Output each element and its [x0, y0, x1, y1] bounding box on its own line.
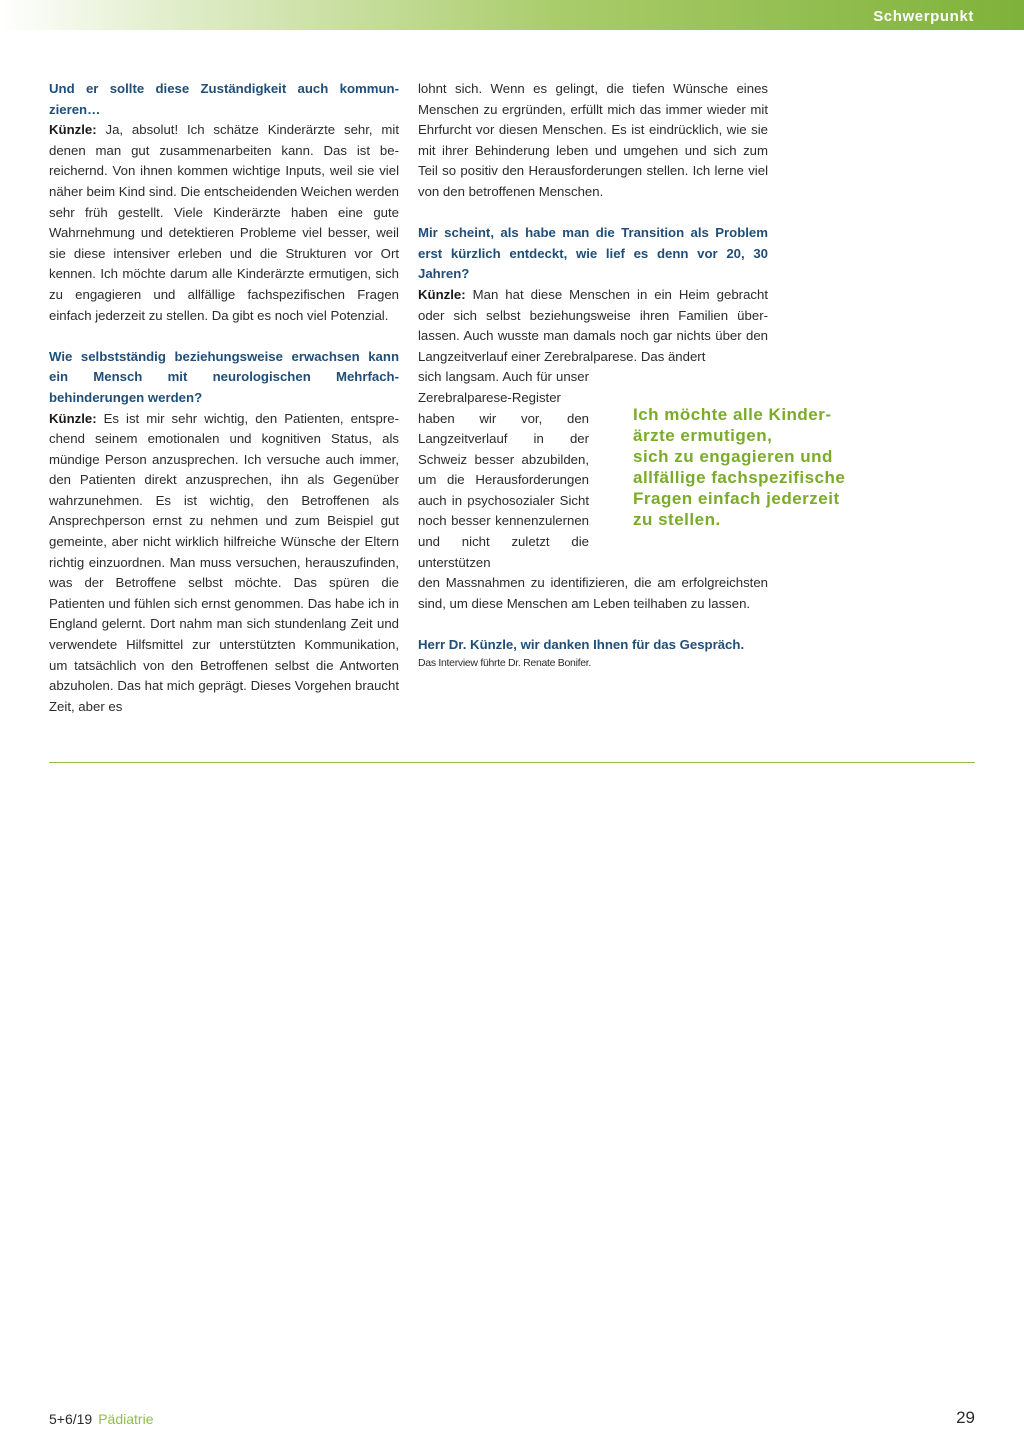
- interview-question: Mir scheint, als habe man die Transition als Problem erst kürzlich entdeckt, wie lief es denn vor 20, 30 Jahren?: [418, 225, 768, 282]
- pull-quote-line: zu stellen.: [633, 510, 721, 529]
- pull-quote-line: sich zu engagieren und: [633, 447, 833, 466]
- interview-question: Wie selbstständig beziehungsweise erwachsen kann ein Mensch mit neurologischen Mehrfachbehinderungen werden?: [49, 348, 399, 405]
- answer-text: Ja, absolut! Ich schätze Kinderärzte sehr, mit denen man gut zusammenarbeiten kann. Das ist bereichernd. Von ihnen kommen wichtige Inputs, weil sie viel näher beim Kind sind. Die entscheidenden Weichen werden sehr früh gestellt. Viele Kinderärzte haben eine gute Wahrnehmung und detektieren Probleme viel besser, weil sie diese intensiver erleben und die Strukturen vor Ort kennen. Ich möchte darum alle Kinderärzte ermutigen, sich zu engagieren und allfällige fachspezifischen Fragen einfach jederzeit zu stellen. Da gibt es noch viel Potenzial.: [49, 122, 399, 323]
- pull-quote: [633, 404, 933, 530]
- footer-issue: [49, 1411, 153, 1427]
- text-column-right: [418, 79, 768, 670]
- issue-number: 5+6/19: [49, 1411, 93, 1427]
- interview-question: Und er sollte diese Zuständigkeit auch kommunzieren…: [49, 81, 399, 117]
- closing-thanks: Herr Dr. Künzle, wir danken Ihnen für das Gespräch.: [418, 637, 745, 653]
- section-label: Schwerpunkt: [873, 8, 974, 25]
- speaker-label: Künzle:: [49, 410, 97, 426]
- speaker-label: Künzle:: [49, 122, 97, 138]
- answer-text: Man hat diese Menschen in ein Heim gebracht oder sich selbst beziehungsweise ihren Familien überlassen. Auch wusste man damals noch gar nichts über den Langzeitverlauf einer Zerebralparese. Das ändert: [418, 286, 768, 364]
- answer-text: Es ist mir sehr wichtig, den Patienten, entsprechend seinem emotionalen und kognitiven Status, als mündige Person anzusprechen. Ich versuche auch immer, den Patienten direkt anzusprechen, ihn als Gegenüber wahrzunehmen. Es ist wichtig, den Betroffenen als Ansprechperson ernst zu nehmen und zum Beispiel gut gemeinte, aber nicht wirklich hilfreiche Wünsche der Eltern richtig einzuordnen. Man muss versuchen, herauszufinden, was der Betroffene selbst möchte. Das spüren die Patienten und fühlen sich ernst genommen. Das habe ich in England gelernt. Dort nahm man sich stundenlang Zeit und verwendete Hilfsmittel zur unterstützten Kommunikation, um tatsächlich von den Betroffenen selbst die Antworten abzuholen. Das hat mich geprägt. Dieses Vorgehen braucht Zeit, aber es: [49, 410, 399, 714]
- pull-quote-line: Fragen einfach jederzeit: [633, 489, 840, 508]
- answer-text-narrow: sich langsam. Auch für unser Zerebralparese-Register haben wir vor, den Langzeitverlauf in der Schweiz besser abzubilden, um die Herausforderungen auch in psychosozialer Sicht noch besser kennenzulernen und nicht zuletzt die unterstützen: [418, 369, 589, 570]
- magazine-name: Pädiatrie: [98, 1411, 154, 1427]
- interview-answer: [418, 285, 768, 367]
- text-column-left: [49, 79, 399, 717]
- header-bar: [0, 0, 1024, 30]
- page-number: 29: [956, 1408, 975, 1427]
- interview-credit: Das Interview führte Dr. Renate Bonifer.: [418, 656, 592, 669]
- divider: [49, 762, 975, 763]
- answer-continuation: lohnt sich. Wenn es gelingt, die tiefen Wünsche eines Menschen zu ergründen, erfüllt mich das immer wieder mit Ehrfurcht vor diesen Menschen. Es ist eindrücklich, wie sie mit ihrer Behinderung leben und umgehen und sich zum Teil so positiv den Herausforderungen stellen. Ich lerne viel von den betroffenen Menschen.: [418, 81, 768, 199]
- pull-quote-line: allfällige fachspezifische: [633, 468, 846, 487]
- pull-quote-line: ärzte ermutigen,: [633, 426, 773, 445]
- interview-answer: [49, 120, 399, 326]
- pull-quote-line: Ich möchte alle Kinder-: [633, 405, 832, 424]
- answer-text-end: den Massnahmen zu identifizieren, die am erfolgreichsten sind, um diese Menschen am Leben teilhaben zu lassen.: [418, 575, 768, 611]
- interview-answer: [49, 409, 399, 718]
- speaker-label: Künzle:: [418, 286, 466, 302]
